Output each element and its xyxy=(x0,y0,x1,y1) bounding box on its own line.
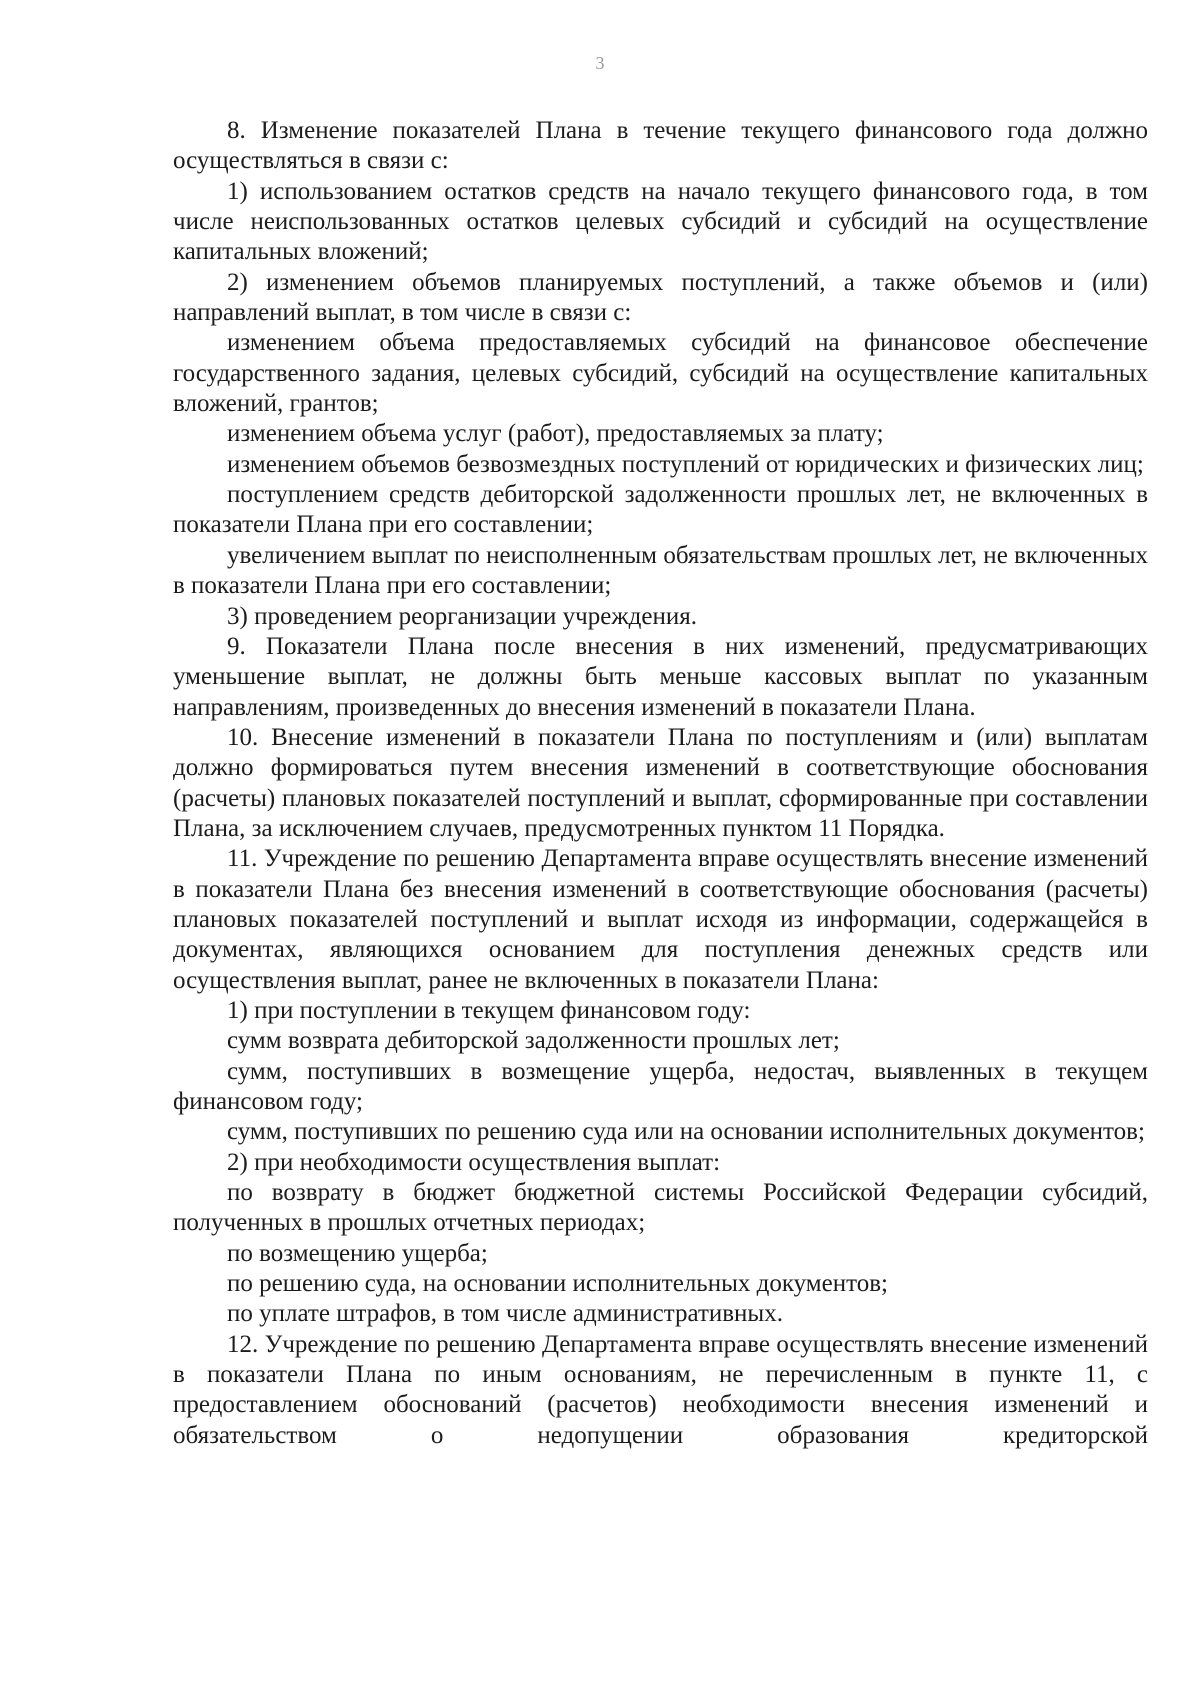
document-body xyxy=(173,116,1148,1451)
list-item-3: 3) проведением реорганизации учреждения. xyxy=(227,602,697,630)
sub-item-obligations: увеличением выплат по неисполненным обязательствам прошлых лет, не включенных в показатели Плана при его составлении; xyxy=(173,541,1148,600)
list-item-11-2: 2) при необходимости осуществления выплат: xyxy=(227,1148,721,1176)
sub-item-gratuitous: изменением объемов безвозмездных поступлений от юридических и физических лиц; xyxy=(227,450,1144,478)
list-item-1: 1) использованием остатков средств на начало текущего финансового года, в том числе неиспользованных остатков целевых субсидий и субсидий на осуществление капитальных вложений; xyxy=(173,177,1148,266)
paragraph-10: 10. Внесение изменений в показатели Плана по поступлениям и (или) выплатам должно формироваться путем внесения изменений в соответствующие обоснования (расчеты) плановых показателей поступлений и выплат, сформированные при составлении Плана, за исключением случаев, предусмотренных пунктом 11 Порядка. xyxy=(173,723,1148,842)
sub-item-debt-return: сумм возврата дебиторской задолженности прошлых лет; xyxy=(227,1027,840,1055)
paragraph-11: 11. Учреждение по решению Департамента вправе осуществлять внесение изменений в показатели Плана без внесения изменений в соответствующие обоснования (расчеты) плановых показателей поступлений и выплат исходя из информации, содержащейся в документах, являющихся основанием для поступления денежных средств или осуществления выплат, ранее не включенных в показатели Плана: xyxy=(173,845,1148,994)
sub-item-court: по решению суда, на основании исполнительных документов; xyxy=(227,1270,888,1298)
list-item-11-1: 1) при поступлении в текущем финансовом году: xyxy=(227,996,751,1024)
page-number: 3 xyxy=(595,53,605,73)
paragraph-8: 8. Изменение показателей Плана в течение текущего финансового года должно осуществляться в связи с: xyxy=(173,117,1148,175)
sub-item-receivables: поступлением средств дебиторской задолженности прошлых лет, не включенных в показатели Плана при его составлении; xyxy=(173,481,1148,539)
paragraph-9: 9. Показатели Плана после внесения в них изменений, предусматривающих уменьшение выплат, не должны быть меньше кассовых выплат по указанным направлениям, произведенных до внесения изменений в показатели Плана. xyxy=(173,632,1148,721)
sub-item-court-decision: сумм, поступивших по решению суда или на основании исполнительных документов; xyxy=(227,1118,1145,1146)
sub-item-services: изменением объема услуг (работ), предоставляемых за плату; xyxy=(227,420,884,448)
sub-item-damage: по возмещению ущерба; xyxy=(227,1239,488,1267)
sub-item-budget-return: по возврату в бюджет бюджетной системы Российской Федерации субсидий, полученных в прошлых отчетных периодах; xyxy=(173,1179,1148,1237)
sub-item-subsidies: изменением объема предоставляемых субсидий на финансовое обеспечение государственного задания, целевых субсидий, субсидий на осуществление капитальных вложений, грантов; xyxy=(173,329,1148,418)
list-item-2: 2) изменением объемов планируемых поступлений, а также объемов и (или) направлений выплат, в том числе в связи с: xyxy=(173,268,1148,327)
sub-item-damage-compensation: сумм, поступивших в возмещение ущерба, недостач, выявленных в текущем финансовом году; xyxy=(173,1057,1148,1115)
paragraph-12: 12. Учреждение по решению Департамента вправе осуществлять внесение изменений в показатели Плана по иным основаниям, не перечисленным в пункте 11, с предоставлением обоснований (расчетов) необходимости внесения изменений и обязательством о недопущении образования кредиторской xyxy=(173,1330,1148,1449)
sub-item-fines: по уплате штрафов, в том числе административных. xyxy=(227,1300,783,1328)
